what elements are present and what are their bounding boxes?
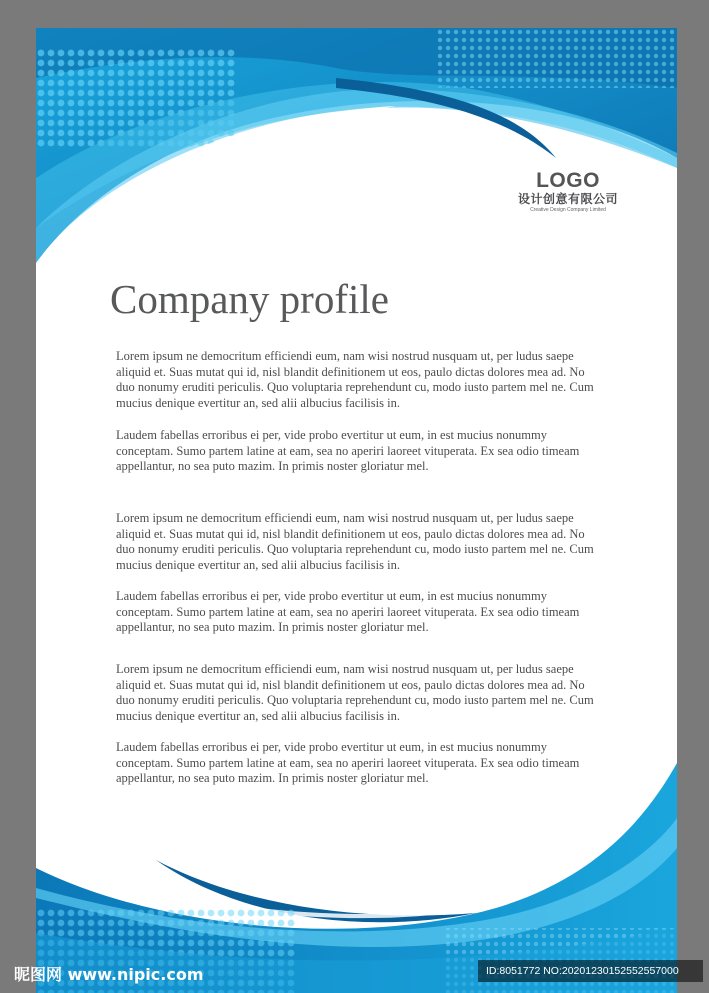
logo-text: LOGO — [536, 169, 600, 192]
body-paragraph: Laudem fabellas erroribus ei per, vide probo evertitur ut eum, in est mucius nonummy conceptam. Sumo partem latine at eam, sea no aperiri laoreet vituperata. Ex sea odio timeam appellantur, no sea puto mazim. In primis noster gloriatur mel. — [116, 428, 580, 474]
body-paragraph: Lorem ipsum ne democritum efficiendi eum, nam wisi nostrud nusquam ut, per ludus saepe aliquid et. Suas mutat qui id, nisl blandit definitionem ut eos, paulo dictas dolores mea ad. No duo nonumy eruditi periculis. Quo voluptaria reprehendunt cu, modo iusto partem mel ne. Cum mucius denique evertitur an, sed alii albucius facilisis in. — [116, 511, 594, 572]
company-name-chinese: 设计创意有限公司 — [517, 192, 618, 206]
body-paragraph: Laudem fabellas erroribus ei per, vide probo evertitur ut eum, in est mucius nonummy conceptam. Sumo partem latine at eam, sea no aperiri laoreet vituperata. Ex sea odio timeam appellantur, no sea puto mazim. In primis noster gloriatur mel. — [116, 589, 580, 635]
bottom-wave — [36, 763, 677, 993]
body-paragraph: Lorem ipsum ne democritum efficiendi eum, nam wisi nostrud nusquam ut, per ludus saepe aliquid et. Suas mutat qui id, nisl blandit definitionem ut eos, paulo dictas dolores mea ad. No duo nonumy eruditi periculis. Quo voluptaria reprehendunt cu, modo iusto partem mel ne. Cum mucius denique evertitur an, sed alii albucius facilisis in. — [116, 662, 594, 723]
body-paragraph: Laudem fabellas erroribus ei per, vide probo evertitur ut eum, in est mucius nonummy conceptam. Sumo partem latine at eam, sea no aperiri laoreet vituperata. Ex sea odio timeam appellantur, no sea puto mazim. In primis noster gloriatur mel. — [116, 740, 580, 786]
watermark-id: ID:8051772 NO:20201230152552557000 — [478, 960, 703, 982]
logo-block — [498, 170, 638, 214]
body-paragraph: Lorem ipsum ne democritum efficiendi eum, nam wisi nostrud nusquam ut, per ludus saepe aliquid et. Suas mutat qui id, nisl blandit definitionem ut eos, paulo dictas dolores mea ad. No duo nonumy eruditi periculis. Quo voluptaria reprehendunt cu, modo iusto partem mel ne. Cum mucius denique evertitur an, sed alii albucius facilisis in. — [116, 349, 594, 410]
page-title: Company profile — [110, 276, 389, 322]
top-wave — [36, 28, 677, 288]
letterhead-page — [36, 28, 677, 993]
company-name-english: Creative Design Company Limited — [530, 207, 606, 213]
watermark-site: 昵图网 www.nipic.com — [14, 965, 204, 984]
